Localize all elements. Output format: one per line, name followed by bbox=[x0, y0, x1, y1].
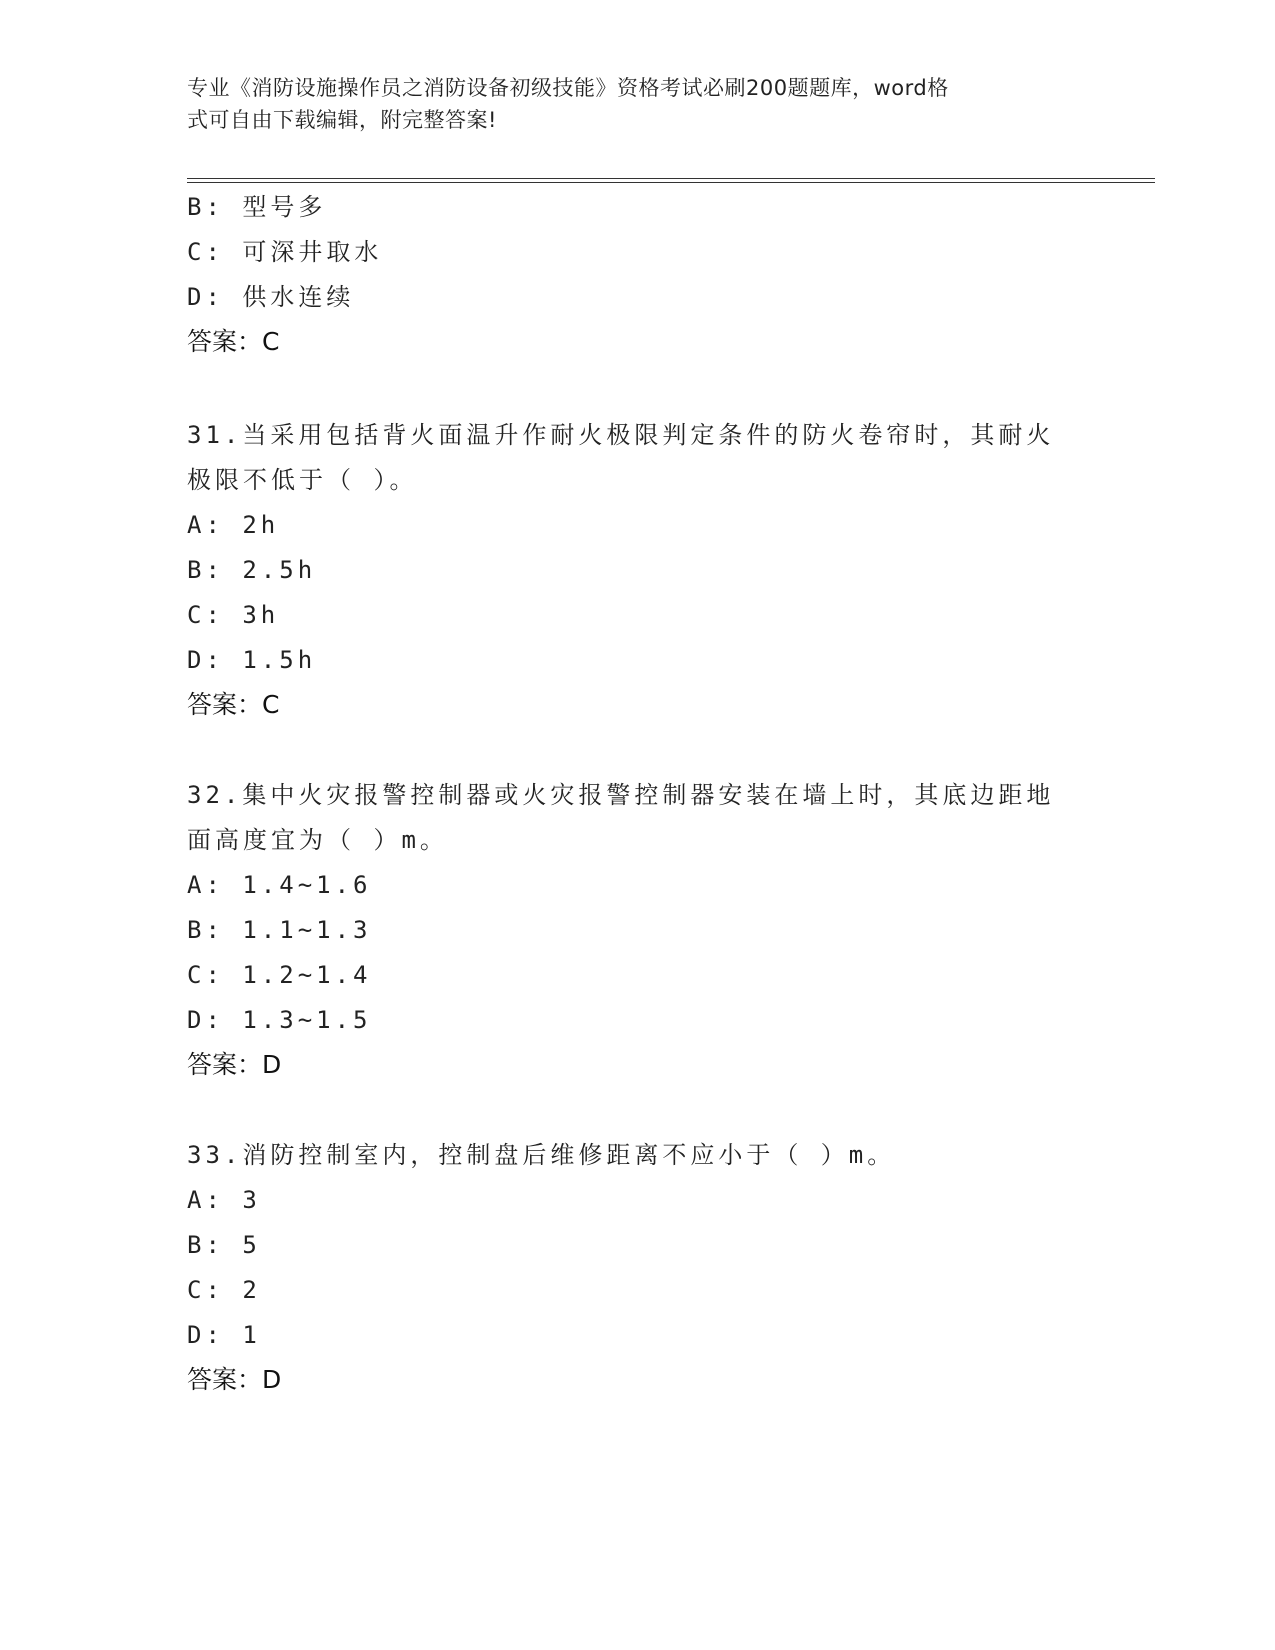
q32-option-a: A: 1.4~1.6 bbox=[187, 871, 372, 899]
q31-option-d: D: 1.5h bbox=[187, 646, 317, 674]
q31-option-b: B: 2.5h bbox=[187, 556, 317, 584]
q31-option-a: A: 2h bbox=[187, 511, 280, 539]
prev-option-c: C: 可深井取水 bbox=[187, 238, 383, 266]
q31-stem-line-1: 31.当采用包括背火面温升作耐火极限判定条件的防火卷帘时，其耐火 bbox=[187, 421, 1055, 449]
q32-answer: 答案：D bbox=[187, 1050, 282, 1079]
q33-answer: 答案：D bbox=[187, 1365, 282, 1394]
q32-stem-line-2: 面高度宜为（ ）m。 bbox=[187, 826, 448, 854]
header-divider-bottom bbox=[187, 182, 1155, 183]
q33-option-d: D: 1 bbox=[187, 1321, 261, 1349]
prev-answer: 答案：C bbox=[187, 327, 280, 356]
q31-option-c: C: 3h bbox=[187, 601, 280, 629]
prev-option-b: B: 型号多 bbox=[187, 193, 327, 221]
header-line-1: 专业《消防设施操作员之消防设备初级技能》资格考试必刷200题题库，word格 bbox=[187, 76, 949, 100]
prev-option-d: D: 供水连续 bbox=[187, 283, 355, 311]
q32-option-d: D: 1.3~1.5 bbox=[187, 1006, 372, 1034]
q33-option-a: A: 3 bbox=[187, 1186, 261, 1214]
q31-stem-line-2: 极限不低于（ ）。 bbox=[187, 466, 418, 494]
header-line-2: 式可自由下载编辑，附完整答案! bbox=[187, 108, 497, 132]
q32-option-b: B: 1.1~1.3 bbox=[187, 916, 372, 944]
q33-stem-line-1: 33.消防控制室内，控制盘后维修距离不应小于（ ）m。 bbox=[187, 1141, 896, 1169]
q32-stem-line-1: 32.集中火灾报警控制器或火灾报警控制器安装在墙上时，其底边距地 bbox=[187, 781, 1055, 809]
q33-option-c: C: 2 bbox=[187, 1276, 261, 1304]
header-divider-top bbox=[187, 178, 1155, 179]
document-header bbox=[187, 72, 1087, 136]
q32-option-c: C: 1.2~1.4 bbox=[187, 961, 372, 989]
q31-answer: 答案：C bbox=[187, 690, 280, 719]
q33-option-b: B: 5 bbox=[187, 1231, 261, 1259]
